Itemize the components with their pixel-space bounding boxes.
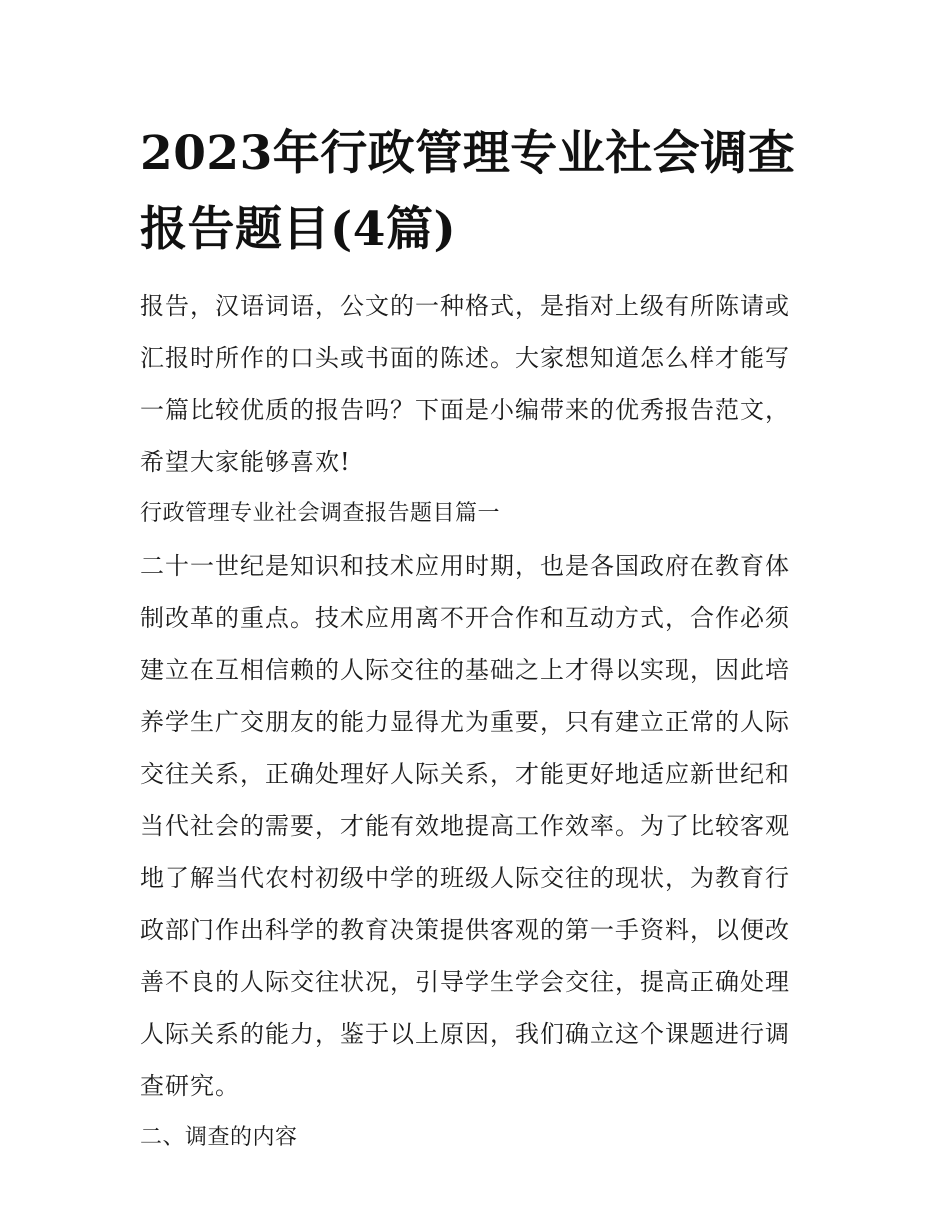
body-paragraph: 二十一世纪是知识和技术应用时期，也是各国政府在教育体制改革的重点。技术应用离不开合作和互动方式，合作必须建立在互相信赖的人际交往的基础之上才得以实现，因此培养学生广交朋友的能力显得尤为重要，只有建立正常的人际交往关系，正确处理好人际关系，才能更好地适应新世纪和当代社会的需要，才能有效地提高工作效率。为了比较客观地了解当代农村初级中学的班级人际交往的现状，为教育行政部门作出科学的教育决策提供客观的第一手资料，以便改善不良的人际交往状况，引导学生学会交往，提高正确处理人际关系的能力，鉴于以上原因，我们确立这个课题进行调查研究。 [140, 552, 790, 1100]
intro-paragraph: 报告，汉语词语，公文的一种格式，是指对上级有所陈请或汇报时所作的口头或书面的陈述。大家想知道怎么样才能写一篇比较优质的报告吗？下面是小编带来的优秀报告范文，希望大家能够喜欢! [140, 292, 790, 476]
section-heading: 行政管理专业社会调查报告题目篇一 [140, 501, 501, 526]
document-page [140, 116, 812, 1164]
subheading: 二、调查的内容 [140, 1125, 298, 1150]
document-title: 2023年行政管理专业社会调查报告题目(4篇) [140, 126, 796, 257]
